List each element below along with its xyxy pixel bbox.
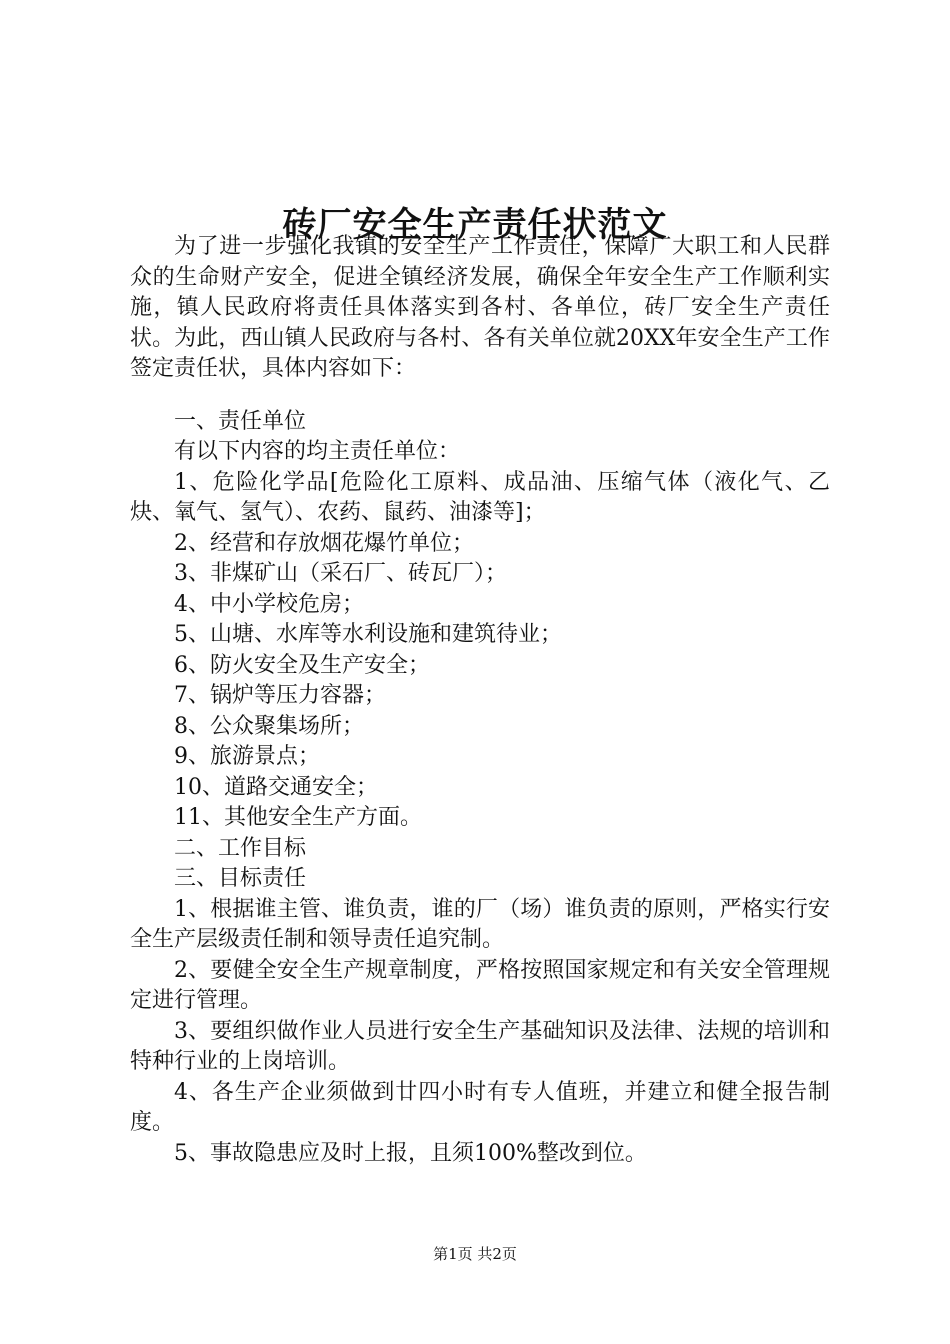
list-item: 3、要组织做作业人员进行安全生产基础知识及法律、法规的培训和特种行业的上岗培训。 [130, 1018, 830, 1074]
list-item: 5、事故隐患应及时上报，且须100%整改到位。 [174, 1140, 647, 1166]
list-item: 6、防火安全及生产安全； [174, 652, 430, 678]
list-item: 4、中小学校危房； [174, 591, 364, 617]
list-item: 5、山塘、水库等水利设施和建筑待业； [174, 622, 562, 647]
list-item: 1、根据谁主管、谁负责，谁的厂（场）谁负责的原则，严格实行安全生产层级责任制和领导责任追究制。 [130, 896, 830, 952]
document-title: 砖厂安全生产责任状范文 [282, 204, 668, 245]
list-item: 9、旅游景点； [174, 744, 320, 769]
intro-paragraph: 为了进一步强化我镇的安全生产工作责任，保障广大职工和人民群众的生命财产安全，促进全镇经济发展，确保全年安全生产工作顺利实施，镇人民政府将责任具体落实到各村、各单位，砖厂安全生产责任状。为此，西山镇人民政府与各村、各有关单位就20XX年安全生产工作签定责任状，具体内容如下： [130, 234, 830, 381]
list-item: 3、非煤矿山（采石厂、砖瓦厂）； [174, 561, 507, 586]
section-heading: 二、工作目标 [174, 835, 307, 861]
list-item: 7、锅炉等压力容器； [174, 683, 386, 708]
list-item: 8、公众聚集场所； [174, 713, 364, 739]
section-lead: 有以下内容的均主责任单位： [174, 439, 461, 464]
list-item: 1、危险化学品[危险化工原料、成品油、压缩气体（液化气、乙炔、氧气、氢气）、农药、鼠药、油漆等]； [130, 469, 830, 525]
list-item: 2、要健全安全生产规章制度，严格按照国家规定和有关安全管理规定进行管理。 [130, 957, 830, 1013]
section-heading: 三、目标责任 [174, 866, 307, 891]
list-item: 2、经营和存放烟花爆竹单位； [174, 530, 474, 556]
list-item: 4、各生产企业须做到廿四小时有专人值班，并建立和健全报告制度。 [130, 1079, 830, 1135]
list-item: 10、道路交通安全； [174, 774, 378, 800]
section-heading: 一、责任单位 [174, 408, 307, 434]
document-body [130, 232, 830, 1169]
page-indicator: 第1页 共2页 [433, 1245, 517, 1263]
list-item: 11、其他安全生产方面。 [174, 805, 422, 830]
